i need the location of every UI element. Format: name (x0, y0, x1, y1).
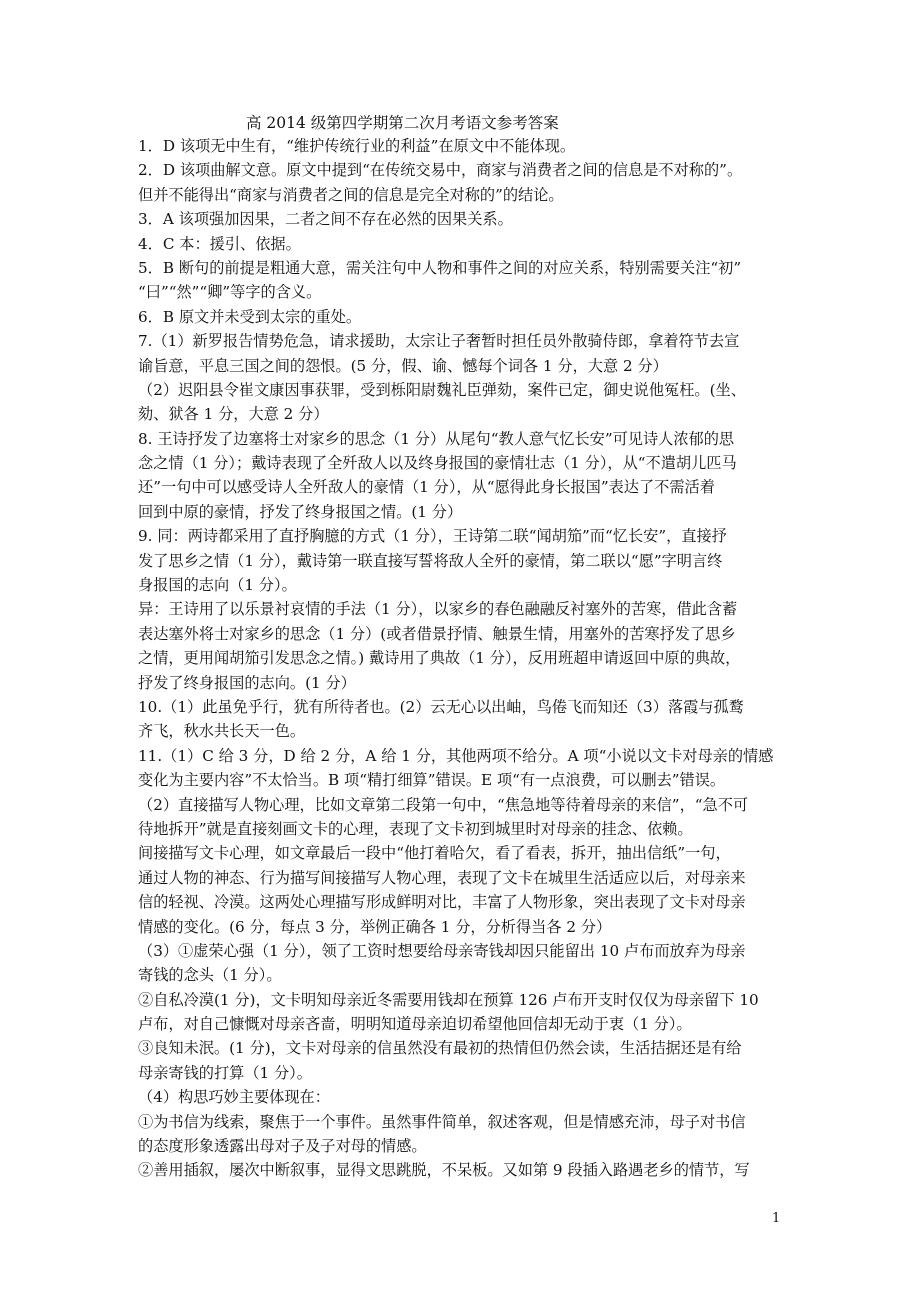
text-line: 谕旨意，平息三国之间的怨恨。(5 分，假、谕、憾每个词各 1 分，大意 2 分） (138, 356, 668, 375)
text-line: 的态度形象透露出母对子及子对母的情感。 (138, 1137, 427, 1156)
document-title: 高 2014 级第四学期第二次月考语文参考答案 (246, 114, 559, 132)
text-line: 1．D 该项无中生有，“维护传统行业的利益”在原文中不能体现。 (138, 137, 576, 155)
text-line: 母亲寄钱的打算（1 分）。 (138, 1063, 312, 1082)
text-line: 之情，更用闻胡笳引发思念之情。) 戴诗用了典故（1 分），反用班超申请返回中原的典故， (138, 649, 741, 668)
text-line: 9. 同：两诗都采用了直抒胸臆的方式（1 分），王诗第二联“闻胡笳”而“忆长安”，直接抒 (138, 527, 727, 546)
text-line: 7.（1）新罗报告情势危急，请求援助，太宗让子奢暂时担任员外散骑侍郎，拿着符节去宣 (138, 332, 740, 351)
text-line: 变化为主要内容”不太恰当。B 项“精打细算”错误。E 项“有一点浪费，可以删去”错误。 (138, 771, 726, 790)
text-line: 待地拆开”就是直接刻画文卡的心理，表现了文卡初到城里时对母亲的挂念、依赖。 (138, 819, 693, 838)
text-line: “曰”“然”“卿”等字的含义。 (138, 283, 322, 302)
text-line: 11.（1）C 给 3 分，D 给 2 分，A 给 1 分，其他两项不给分。A 项“小说以文卡对母亲的情感 (138, 746, 774, 765)
page-number: 1 (772, 1211, 781, 1226)
text-line: 异：王诗用了以乐景衬哀情的手法（1 分），以家乡的春色融融反衬塞外的苦寒，借此含蓄 (138, 600, 738, 619)
text-line: 8. 王诗抒发了边塞将士对家乡的思念（1 分）从尾句“教人意气忆长安”可见诗人浓郁的思 (138, 429, 735, 448)
text-line: 4．C 本：援引、依据。 (138, 234, 301, 253)
text-line: ③良知未泯。(1 分)，文卡对母亲的信虽然没有最初的热情但仍然会读，生活拮据还是有给 (138, 1039, 742, 1058)
text-line: 2．D 该项曲解文意。原文中提到“在传统交易中，商家与消费者之间的信息是不对称的”。 (138, 161, 743, 180)
text-line: 回到中原的豪情，抒发了终身报国之情。(1 分） (138, 502, 463, 521)
text-line: 间接描写文卡心理，如文章最后一段中“他打着哈欠，看了看表，拆开，抽出信纸”一句， (138, 844, 731, 863)
text-line: ①为书信为线索，聚焦于一个事件。虽然事件简单，叙述客观，但是情感充沛，母子对书信 (138, 1112, 746, 1131)
text-line: 齐飞，秋水共长天一色。 (138, 722, 306, 741)
text-line: （2）迟阳县令崔文康因事获罪，受到栎阳尉魏礼臣弹劾，案件已定，御史说他冤枉。(坐、 (138, 380, 746, 399)
text-line: 还”一句中可以感受诗人全歼敌人的豪情（1 分），从“愿得此身长报国”表达了不需活着 (138, 478, 715, 497)
text-line: （3）①虚荣心强（1 分），领了工资时想要给母亲寄钱却因只能留出 10 卢布而放弃为母亲 (138, 941, 746, 960)
text-line: 抒发了终身报国的志向。(1 分） (138, 673, 356, 692)
text-line: ②自私冷漠(1 分)，文卡明知母亲近冬需要用钱却在预算 126 卢布开支时仅仅为母亲留下 10 (138, 990, 759, 1009)
text-line: ②善用插叙，屡次中断叙事，显得文思跳脱，不呆板。又如第 9 段插入路遇老乡的情节，写 (138, 1161, 750, 1180)
text-line: 劾、狱各 1 分，大意 2 分） (138, 405, 329, 424)
text-line: 情感的变化。(6 分，每点 3 分，举例正确各 1 分，分析得当各 2 分） (138, 917, 612, 936)
answer-body (138, 134, 788, 1183)
text-line: 卢布，对自己慷慨对母亲吝啬，明明知道母亲迫切希望他回信却无动于衷（1 分）。 (138, 1015, 692, 1034)
text-line: 表达塞外将士对家乡的思念（1 分）(或者借景抒情、触景生情，用塞外的苦寒抒发了思乡 (138, 624, 736, 643)
text-line: 通过人物的神态、行为描写间接描写人物心理，表现了文卡在城里生活适应以后，对母亲来 (138, 868, 746, 887)
text-line: 发了思乡之情（1 分），戴诗第一联直接写誓将敌人全歼的豪情，第二联以“愿”字明言终 (138, 551, 723, 570)
text-line: 寄钱的念头（1 分）。 (138, 966, 282, 985)
text-line: 3．A 该项强加因果，二者之间不存在必然的因果关系。 (138, 210, 513, 229)
text-line: 但并不能得出“商家与消费者之间的信息是完全对称的”的结论。 (138, 185, 564, 204)
text-line: （2）直接描写人物心理，比如文章第二段第一句中，“焦急地等待着母亲的来信”，“急不可 (138, 795, 749, 814)
text-line: 信的轻视、冷漠。这两处心理描写形成鲜明对比，丰富了人物形象，突出表现了文卡对母亲 (138, 893, 746, 912)
text-line: 6．B 原文并未受到太宗的重处。 (138, 307, 362, 326)
text-line: 念之情（1 分）；戴诗表现了全歼敌人以及终身报国的豪情壮志（1 分），从“不遣胡儿匹马 (138, 454, 737, 473)
text-line: 5．B 断句的前提是粗通大意，需关注句中人物和事件之间的对应关系，特别需要关注“初” (138, 258, 742, 277)
text-line: 10.（1）此虽免乎行，犹有所待者也。(2）云无心以出岫，鸟倦飞而知还（3）落霞与孤鹜 (138, 697, 744, 716)
text-line: （4）构思巧妙主要体现在： (138, 1088, 330, 1107)
text-line: 身报国的志向（1 分）。 (138, 576, 297, 595)
